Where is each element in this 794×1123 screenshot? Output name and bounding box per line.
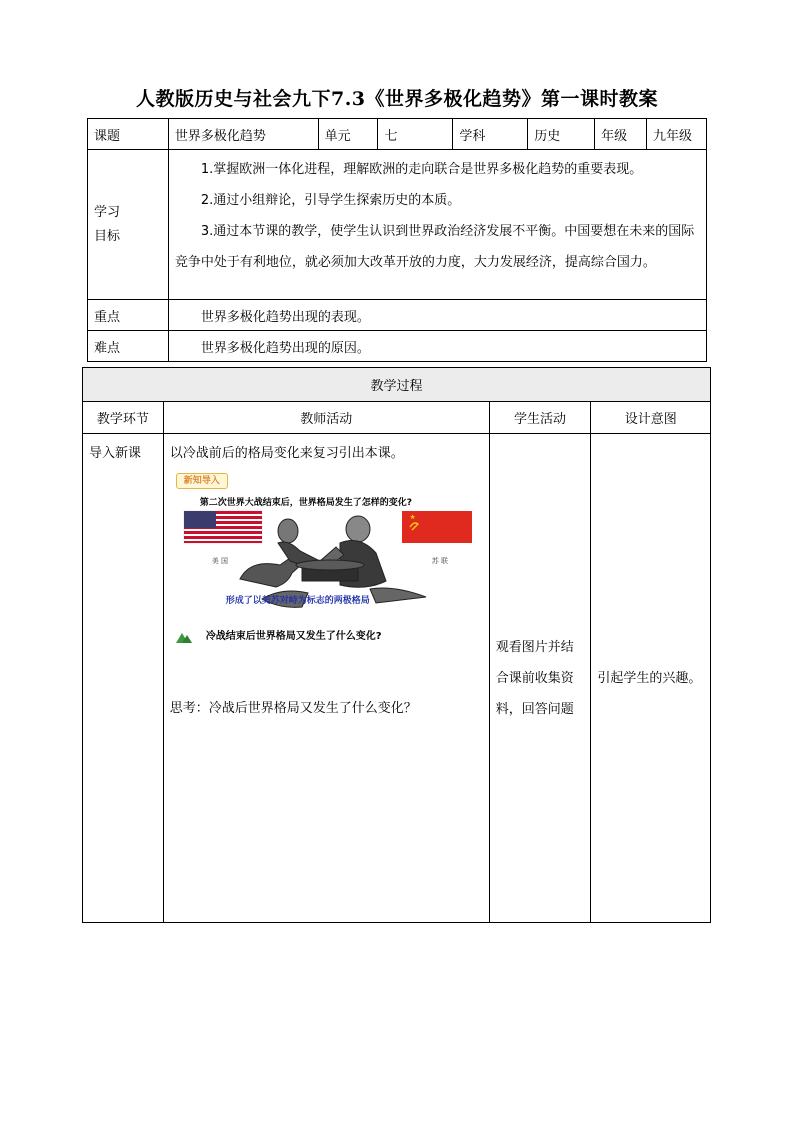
header-teacher: 教师活动 xyxy=(163,402,489,434)
goals-label xyxy=(88,150,169,300)
figure-question-1: 第二次世界大战结束后，世界格局发生了怎样的变化? xyxy=(199,498,412,508)
difficulty-value: 世界多极化趋势出现的原因。 xyxy=(168,331,706,362)
figure-question-2: 冷战结束后世界格局又发生了什么变化? xyxy=(205,631,382,642)
teaching-process-table xyxy=(82,367,711,923)
subject-value: 历史 xyxy=(528,119,595,150)
ussr-flag-icon xyxy=(402,511,472,543)
topic-value: 世界多极化趋势 xyxy=(168,119,318,150)
ussr-label: 苏 联 xyxy=(431,557,448,565)
process-band: 教学过程 xyxy=(83,368,711,402)
new-lesson-tag: 新知导入 xyxy=(176,473,228,489)
figure-caption: 形成了以美苏对峙为标志的两极格局 xyxy=(225,596,370,606)
subject-label: 学科 xyxy=(453,119,528,150)
goal-item: 3.通过本节课的教学，使学生认识到世界政治经济发展不平衡。中国要想在未来的国际竞争中处于有利地位，就必须加大改革开放的力度，大力发展经济，提高综合国力。 xyxy=(174,224,695,270)
header-student: 学生活动 xyxy=(489,402,591,434)
goals-content xyxy=(168,150,706,300)
header-intent: 设计意图 xyxy=(591,402,711,434)
unit-value: 七 xyxy=(378,119,453,150)
topic-label: 课题 xyxy=(88,119,169,150)
grade-label: 年级 xyxy=(595,119,647,150)
tree-icon xyxy=(174,629,196,645)
design-intent-cell: 引起学生的兴趣。 xyxy=(591,434,711,923)
page-title: 人教版历史与社会九下7.3《世界多极化趋势》第一课时教案 xyxy=(135,88,659,110)
teacher-activity-cell xyxy=(163,434,489,923)
unit-label: 单元 xyxy=(318,119,378,150)
goal-item: 1.掌握欧洲一体化进程，理解欧洲的走向联合是世界多极化趋势的重要表现。 xyxy=(200,162,643,177)
goals-label-text: 学习目标 xyxy=(94,204,121,244)
think-question: 思考：冷战后世界格局又发生了什么变化？ xyxy=(169,701,417,716)
header-stage: 教学环节 xyxy=(83,402,164,434)
goal-item: 2.通过小组辩论，引导学生探索历史的本质。 xyxy=(200,193,461,208)
cold-war-illustration xyxy=(170,507,480,627)
teacher-intro: 以冷战前后的格局变化来复习引出本课。 xyxy=(169,446,404,461)
stage-cell: 导入新课 xyxy=(83,434,164,923)
grade-value: 九年级 xyxy=(647,119,707,150)
usa-label: 美 国 xyxy=(211,557,228,565)
key-label: 重点 xyxy=(88,300,169,331)
course-info-table xyxy=(87,118,707,362)
difficulty-label: 难点 xyxy=(88,331,169,362)
usa-flag-icon xyxy=(184,511,262,543)
cold-war-figure xyxy=(170,471,480,661)
key-value: 世界多极化趋势出现的表现。 xyxy=(168,300,706,331)
student-activity-cell: 观看图片并结合课前收集资料，回答问题 xyxy=(489,434,591,923)
